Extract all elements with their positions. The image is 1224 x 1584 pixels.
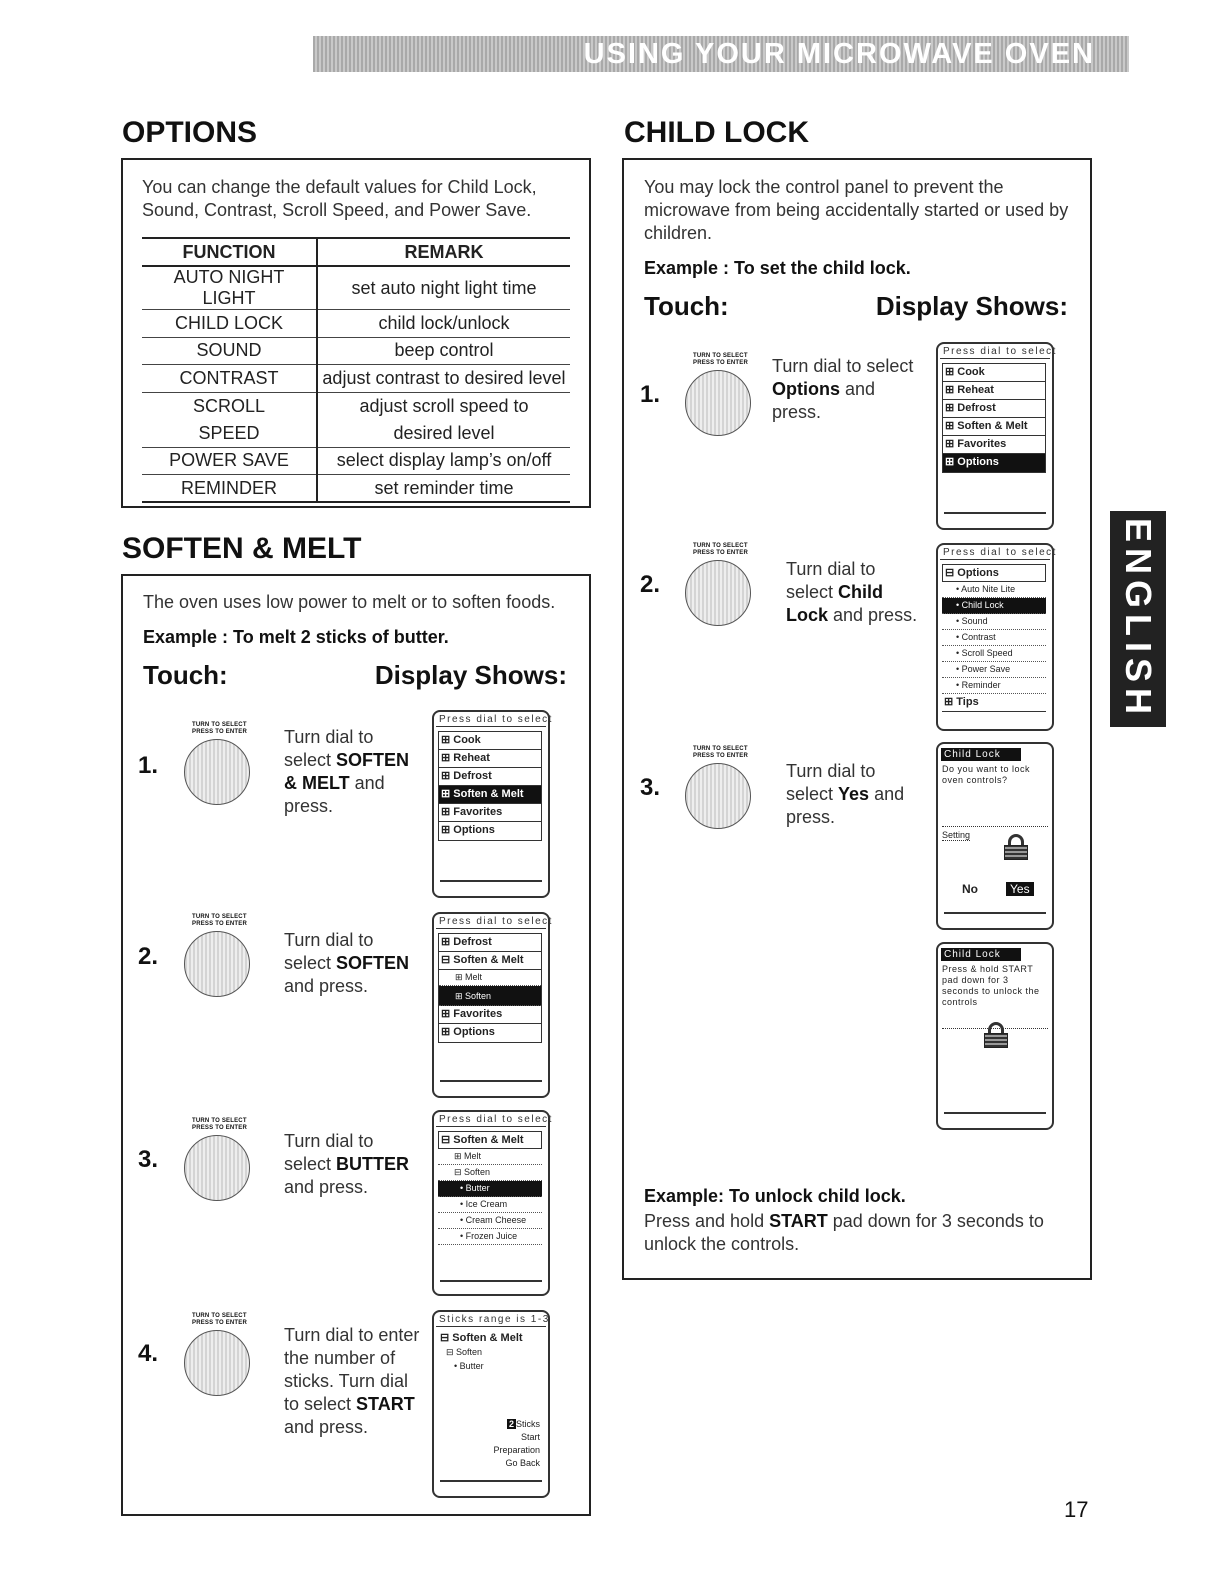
dial-label-line1: TURN TO SELECT — [192, 1313, 247, 1319]
table-row — [142, 392, 570, 420]
submenu-item: • Reminder — [942, 678, 1046, 694]
dial-knob-icon[interactable] — [184, 1330, 250, 1396]
step-keyword: Lock — [786, 605, 829, 625]
function-cell: SCROLL — [142, 392, 317, 420]
remark-cell: adjust scroll speed to — [359, 395, 529, 416]
display-menu — [438, 731, 542, 841]
menu-item: ⊞ Soften & Melt — [943, 418, 1045, 436]
childlock-step3-dial[interactable] — [685, 746, 751, 829]
submenu-item: • Sound — [942, 614, 1046, 630]
dial-label-line2: PRESS TO ENTER — [192, 921, 248, 927]
menu-item: ⊟ Soften & Melt — [438, 1131, 542, 1149]
step-text-line: Turn dial to — [786, 761, 876, 781]
remark-cell: child lock/unlock — [317, 310, 570, 338]
step-text-line: sticks. Turn dial — [284, 1371, 409, 1391]
soften-step1-text — [284, 726, 409, 818]
remark-cell: set auto night light time — [317, 266, 570, 310]
soften-step4-dial[interactable] — [184, 1313, 250, 1396]
step-text-line: press. — [284, 796, 334, 816]
menu-item-selected: ⊞ Soften & Melt — [439, 786, 541, 804]
banner-title: USING YOUR MICROWAVE OVEN — [583, 38, 1095, 70]
menu-item: ⊞ Reheat — [439, 750, 541, 768]
menu-item: ⊟ Soften & Melt — [439, 952, 541, 970]
display-divider — [944, 512, 1046, 514]
display-menu — [438, 933, 542, 1043]
menu-item: ⊞ Cook — [439, 732, 541, 750]
submenu-item: • Scroll Speed — [942, 646, 1046, 662]
menu-item: ⊞ Options — [441, 824, 495, 836]
submenu-item: • Contrast — [942, 630, 1046, 646]
display-divider — [440, 1080, 542, 1082]
dial-knob-icon[interactable] — [184, 931, 250, 997]
childlock-step2-number: 2. — [640, 571, 661, 598]
function-cell: SPEED — [142, 420, 317, 448]
no-option[interactable]: No — [962, 882, 978, 896]
options-box — [121, 158, 591, 508]
menu-item: ⊞ Tips — [942, 694, 1046, 712]
childlock-display-4 — [936, 942, 1054, 1130]
sticks-count: 2 — [508, 1419, 514, 1429]
dial-knob-icon[interactable] — [184, 739, 250, 805]
childlock-step3-text — [786, 760, 904, 829]
soften-display-1 — [432, 710, 553, 898]
table-row — [142, 447, 570, 475]
dial-label-line2: PRESS TO ENTER — [192, 729, 248, 735]
dial-label-line2: PRESS TO ENTER — [693, 753, 749, 759]
display-title: Child Lock — [941, 948, 1021, 961]
remark-cell: select display lamp’s on/off — [317, 447, 570, 475]
soften-step2-text — [284, 929, 409, 998]
step-keyword: Options — [772, 379, 840, 399]
display-divider — [440, 1480, 542, 1482]
unlock-text-part: pad down for 3 seconds to unlock the controls. — [644, 1211, 1044, 1254]
col-remark-header: REMARK — [317, 238, 570, 266]
display-item: ⊟ Soften & Melt — [440, 1332, 523, 1344]
table-row — [142, 420, 570, 448]
display-subitem: ⊟ Soften — [446, 1347, 483, 1357]
display-question: Do you want to lock oven controls? — [942, 764, 1031, 785]
submenu-item: • Frozen Juice — [438, 1229, 542, 1245]
menu-item: ⊞ Defrost — [439, 768, 541, 786]
childlock-step2-dial[interactable] — [685, 543, 751, 626]
dial-label-line2: PRESS TO ENTER — [693, 550, 749, 556]
preparation-option: Preparation — [493, 1445, 540, 1455]
step-keyword: Child — [838, 582, 884, 602]
dial-knob-icon[interactable] — [184, 1135, 250, 1201]
soften-step3-number: 3. — [138, 1146, 159, 1173]
lock-icon — [1004, 834, 1028, 860]
display-header: Press dial to select — [436, 1112, 546, 1127]
table-row — [142, 365, 570, 393]
submenu-item: ⊞ Melt — [439, 970, 541, 986]
function-cell: POWER SAVE — [142, 447, 317, 475]
language-tab-label: ENGLISH — [1118, 517, 1159, 720]
soften-step4-text — [284, 1324, 419, 1439]
step-text: select — [786, 582, 839, 602]
soften-step3-text — [284, 1130, 409, 1199]
page-number: 17 — [1064, 1497, 1089, 1522]
menu-item: ⊟ Options — [942, 564, 1046, 582]
childlock-step1-dial[interactable] — [685, 353, 751, 436]
childlock-display-3 — [936, 742, 1054, 930]
step-text-line: Turn dial to enter — [284, 1325, 420, 1345]
menu-item: ⊞ Defrost — [439, 934, 541, 952]
step-text: select — [284, 1154, 337, 1174]
display-header: Sticks range is 1-3 — [436, 1312, 546, 1327]
language-tab — [1110, 511, 1166, 727]
display-header: Press dial to select — [940, 344, 1050, 359]
menu-item-selected: ⊞ Options — [943, 454, 1045, 472]
soften-intro: The oven uses low power to melt or to soften foods. — [143, 592, 556, 612]
step-keyword: SOFTEN — [336, 953, 410, 973]
submenu-item: ⊟ Soften — [438, 1165, 542, 1181]
soften-step2-dial[interactable] — [184, 914, 250, 997]
display-menu — [438, 1131, 542, 1245]
submenu-item: • Ice Cream — [438, 1197, 542, 1213]
table-row — [142, 475, 570, 503]
childlock-step1-text — [772, 355, 913, 424]
childlock-intro: You may lock the control panel to prevent the microwave from being accidentally started or used by children. — [644, 177, 1069, 243]
childlock-display-2 — [936, 543, 1057, 731]
soften-display-4 — [432, 1310, 550, 1498]
dial-label-line1: TURN TO SELECT — [693, 543, 748, 549]
menu-item: ⊞ Favorites — [943, 436, 1045, 454]
menu-item: ⊞ Reheat — [943, 382, 1045, 400]
table-row — [142, 310, 570, 338]
dial-label-line2: PRESS TO ENTER — [192, 1125, 248, 1131]
step-text-line: and press. — [284, 1417, 369, 1437]
function-cell: SOUND — [142, 337, 317, 365]
step-text-line: press. — [772, 402, 822, 422]
display-divider — [944, 1112, 1046, 1114]
start-option: Start — [520, 1432, 540, 1442]
setting-label: Setting — [942, 830, 971, 840]
step-text-line: press. — [786, 807, 836, 827]
display-header: Press dial to select — [436, 712, 546, 727]
step-text: and press. — [828, 605, 918, 625]
step-text: select — [786, 784, 839, 804]
display-header: Press dial to select — [436, 914, 546, 929]
step-text-line: Turn dial to select — [772, 356, 914, 376]
childlock-step1-number: 1. — [640, 381, 661, 408]
function-cell: REMINDER — [142, 475, 317, 503]
step-text-line: and press. — [284, 1177, 369, 1197]
submenu-item: • Auto Nite Lite — [942, 582, 1046, 598]
display-message: Press & hold START pad down for 3 seconds to unlock the controls — [942, 964, 1040, 1007]
step-text-line: and press. — [284, 976, 369, 996]
display-subitem: • Butter — [454, 1361, 484, 1371]
dial-label-line1: TURN TO SELECT — [192, 1118, 247, 1124]
step-text: select — [284, 953, 337, 973]
sticks-label: Sticks — [515, 1419, 540, 1429]
submenu-item: • Power Save — [942, 662, 1046, 678]
remark-cell: beep control — [317, 337, 570, 365]
step-text-line: Turn dial to — [284, 727, 374, 747]
remark-cell: set reminder time — [317, 475, 570, 503]
function-cell: AUTO NIGHT LIGHT — [142, 266, 317, 310]
remark-cell: adjust contrast to desired level — [317, 365, 570, 393]
dial-label-line1: TURN TO SELECT — [693, 746, 748, 752]
soften-display-2 — [432, 912, 553, 1098]
submenu-item-selected: • Child Lock — [942, 598, 1046, 614]
go-back-option: Go Back — [505, 1458, 540, 1468]
dial-knob-icon[interactable] — [685, 763, 751, 829]
options-table — [142, 237, 570, 503]
display-header: Press dial to select — [940, 545, 1050, 560]
dial-label-line1: TURN TO SELECT — [192, 914, 247, 920]
dial-label-line1: TURN TO SELECT — [693, 353, 748, 359]
dial-label-line1: TURN TO SELECT — [192, 722, 247, 728]
menu-item: ⊞ Options — [441, 1026, 495, 1038]
soften-step3-dial[interactable] — [184, 1118, 250, 1201]
table-header-row — [142, 238, 570, 266]
step-text-line: Turn dial to — [284, 1131, 374, 1151]
dial-knob-icon[interactable] — [685, 370, 751, 436]
unlock-text-part: Press and hold — [644, 1211, 770, 1231]
soften-heading: SOFTEN & MELT — [122, 532, 362, 565]
lock-icon — [984, 1022, 1008, 1048]
unlock-keyword: START — [769, 1211, 828, 1231]
soften-touch-label: Touch: — [143, 660, 228, 690]
table-row — [142, 337, 570, 365]
dial-knob-icon[interactable] — [685, 560, 751, 626]
menu-item: ⊞ Favorites — [439, 1006, 541, 1024]
header-banner — [313, 36, 1129, 72]
submenu-item: • Cream Cheese — [438, 1213, 542, 1229]
step-text: select — [284, 750, 337, 770]
step-keyword: BUTTER — [336, 1154, 410, 1174]
step-text-line: Turn dial to — [284, 930, 374, 950]
table-row — [142, 266, 570, 310]
soften-example: Example : To melt 2 sticks of butter. — [143, 627, 449, 647]
childlock-example: Example : To set the child lock. — [644, 258, 911, 278]
step-text: to select — [284, 1394, 357, 1414]
col-function-header: FUNCTION — [142, 238, 317, 266]
menu-item: ⊞ Favorites — [439, 804, 541, 822]
display-divider — [440, 1280, 542, 1282]
unlock-title: Example: To unlock child lock. — [644, 1186, 906, 1206]
menu-item: ⊞ Defrost — [943, 400, 1045, 418]
childlock-step3-number: 3. — [640, 774, 661, 801]
step-text: and — [349, 773, 385, 793]
step-text-line: the number of — [284, 1348, 396, 1368]
display-divider — [944, 912, 1046, 914]
step-keyword: Yes — [838, 784, 870, 804]
menu-item: ⊞ Cook — [943, 364, 1045, 382]
step-text: and — [840, 379, 876, 399]
display-right-block — [493, 1418, 540, 1470]
submenu-item: ⊞ Melt — [438, 1149, 542, 1165]
options-intro: You can change the default values for Child Lock, Sound, Contrast, Scroll Speed, and Power Save. — [142, 177, 537, 220]
display-title: Child Lock — [941, 748, 1021, 761]
soften-step1-number: 1. — [138, 752, 159, 779]
submenu-item-selected: ⊞ Soften — [439, 986, 541, 1006]
step-keyword: & MELT — [284, 773, 350, 793]
remark-cell: desired level — [317, 420, 570, 448]
childlock-step2-text — [786, 558, 917, 627]
soften-display-3 — [432, 1110, 553, 1296]
display-menu — [942, 363, 1046, 473]
soften-step1-dial[interactable] — [184, 722, 250, 805]
soften-step2-number: 2. — [138, 943, 159, 970]
function-cell: CONTRAST — [142, 365, 317, 393]
step-text: and — [869, 784, 905, 804]
soften-display-label: Display Shows: — [374, 660, 567, 690]
childlock-touch-label: Touch: — [644, 291, 729, 321]
step-keyword: SOFTEN — [336, 750, 410, 770]
submenu-item-selected: • Butter — [438, 1181, 542, 1197]
unlock-text — [644, 1210, 1080, 1256]
yes-option-selected[interactable]: Yes — [1006, 882, 1034, 896]
display-divider — [440, 880, 542, 882]
childlock-display-label: Display Shows: — [875, 291, 1068, 321]
childlock-display-1 — [936, 342, 1057, 530]
dial-label-line2: PRESS TO ENTER — [693, 360, 749, 366]
options-heading: OPTIONS — [122, 116, 258, 149]
soften-step4-number: 4. — [138, 1340, 159, 1367]
step-keyword: START — [356, 1394, 415, 1414]
dial-label-line2: PRESS TO ENTER — [192, 1320, 248, 1326]
function-cell: CHILD LOCK — [142, 310, 317, 338]
childlock-heading: CHILD LOCK — [624, 116, 809, 149]
step-text-line: Turn dial to — [786, 559, 876, 579]
